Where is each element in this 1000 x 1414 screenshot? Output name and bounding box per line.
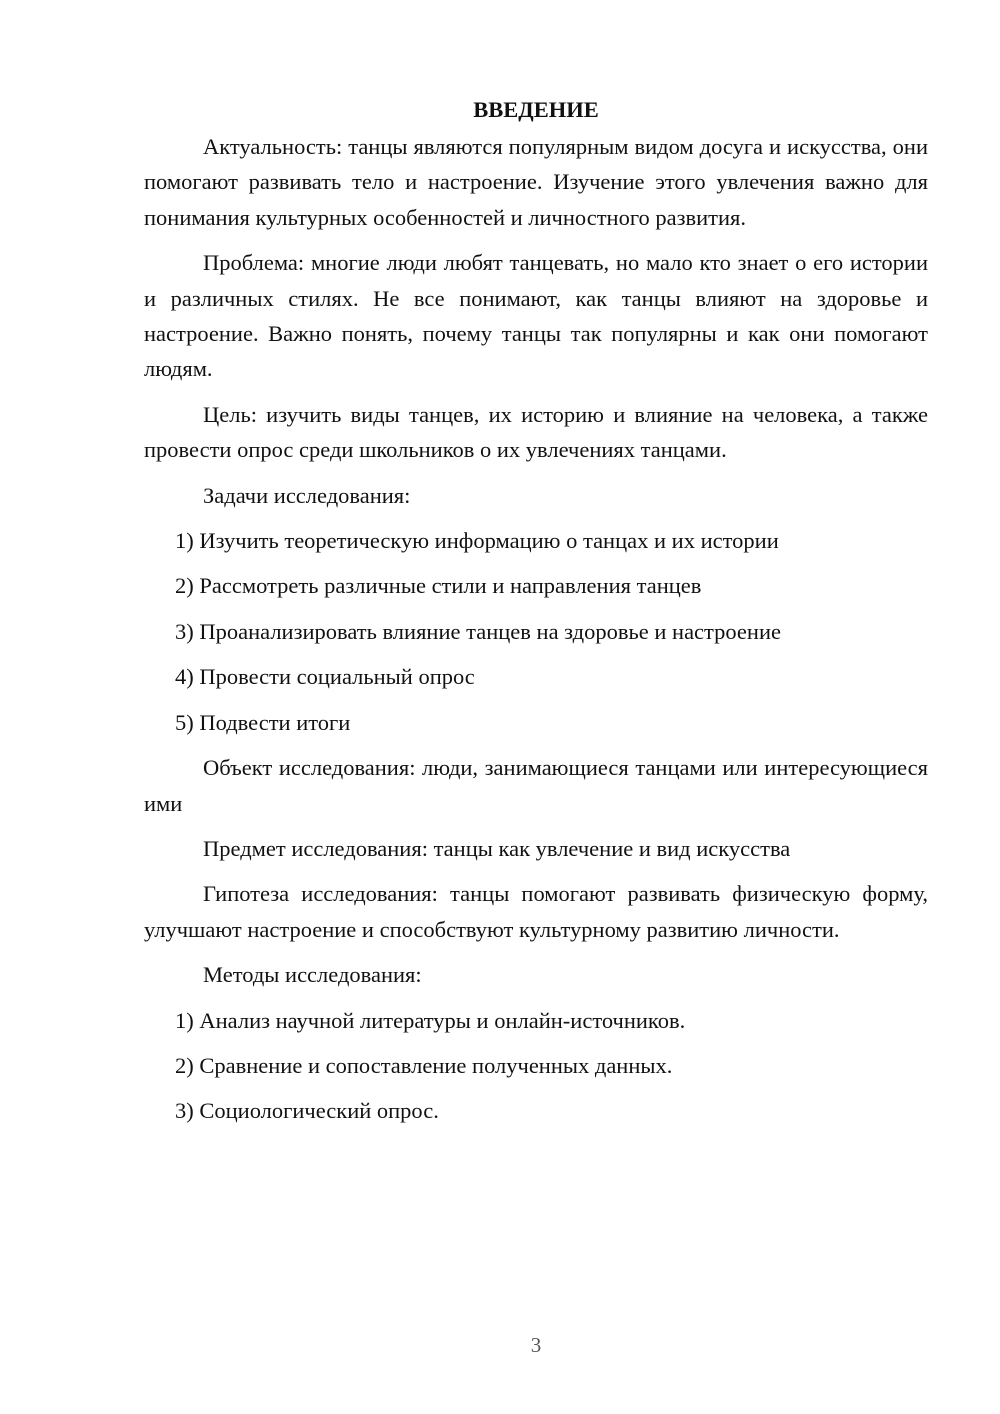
- list-item: 2) Сравнение и сопоставление полученных данных.: [175, 1052, 673, 1078]
- goal-paragraph: Цель: изучить виды танцев, их историю и влияние на человека, а также провести опрос среди школьников о их увлечениях танцами.: [144, 401, 928, 463]
- list-item: 3) Социологический опрос.: [175, 1098, 439, 1124]
- tasks-list: [144, 523, 928, 740]
- document-page: [144, 92, 928, 1139]
- subject-paragraph: Предмет исследования: танцы как увлечение и вид искусства: [203, 835, 791, 861]
- list-item: 1) Изучить теоретическую информацию о танцах и их истории: [175, 528, 779, 554]
- list-item: 4) Провести социальный опрос: [175, 664, 475, 690]
- section-title: ВВЕДЕНИЕ: [473, 97, 599, 122]
- relevance-paragraph: Актуальность: танцы являются популярным видом досуга и искусства, они помогают развивать тело и настроение. Изучение этого увлечения важно для понимания культурных особенностей и личностного развития.: [144, 134, 928, 230]
- problem-paragraph: Проблема: многие люди любят танцевать, но мало кто знает о его истории и различных стилях. Не все понимают, как танцы влияют на здоровье и настроение. Важно понять, почему танцы так популярны и как они помогают людям.: [144, 250, 928, 382]
- list-item: 2) Рассмотреть различные стили и направления танцев: [175, 573, 702, 599]
- list-item: 5) Подвести итоги: [175, 709, 351, 735]
- page-number: 3: [530, 1333, 542, 1357]
- methods-heading: Методы исследования:: [203, 962, 422, 988]
- tasks-heading: Задачи исследования:: [203, 482, 411, 508]
- hypothesis-paragraph: Гипотеза исследования: танцы помогают развивать физическую форму, улучшают настроение и способствуют культурному развитию личности.: [144, 881, 928, 942]
- object-paragraph: Объект исследования: люди, занимающиеся танцами или интересующиеся ими: [144, 755, 928, 816]
- methods-list: [144, 1003, 928, 1129]
- list-item: 1) Анализ научной литературы и онлайн-источников.: [175, 1007, 686, 1033]
- list-item: 3) Проанализировать влияние танцев на здоровье и настроение: [175, 618, 781, 644]
